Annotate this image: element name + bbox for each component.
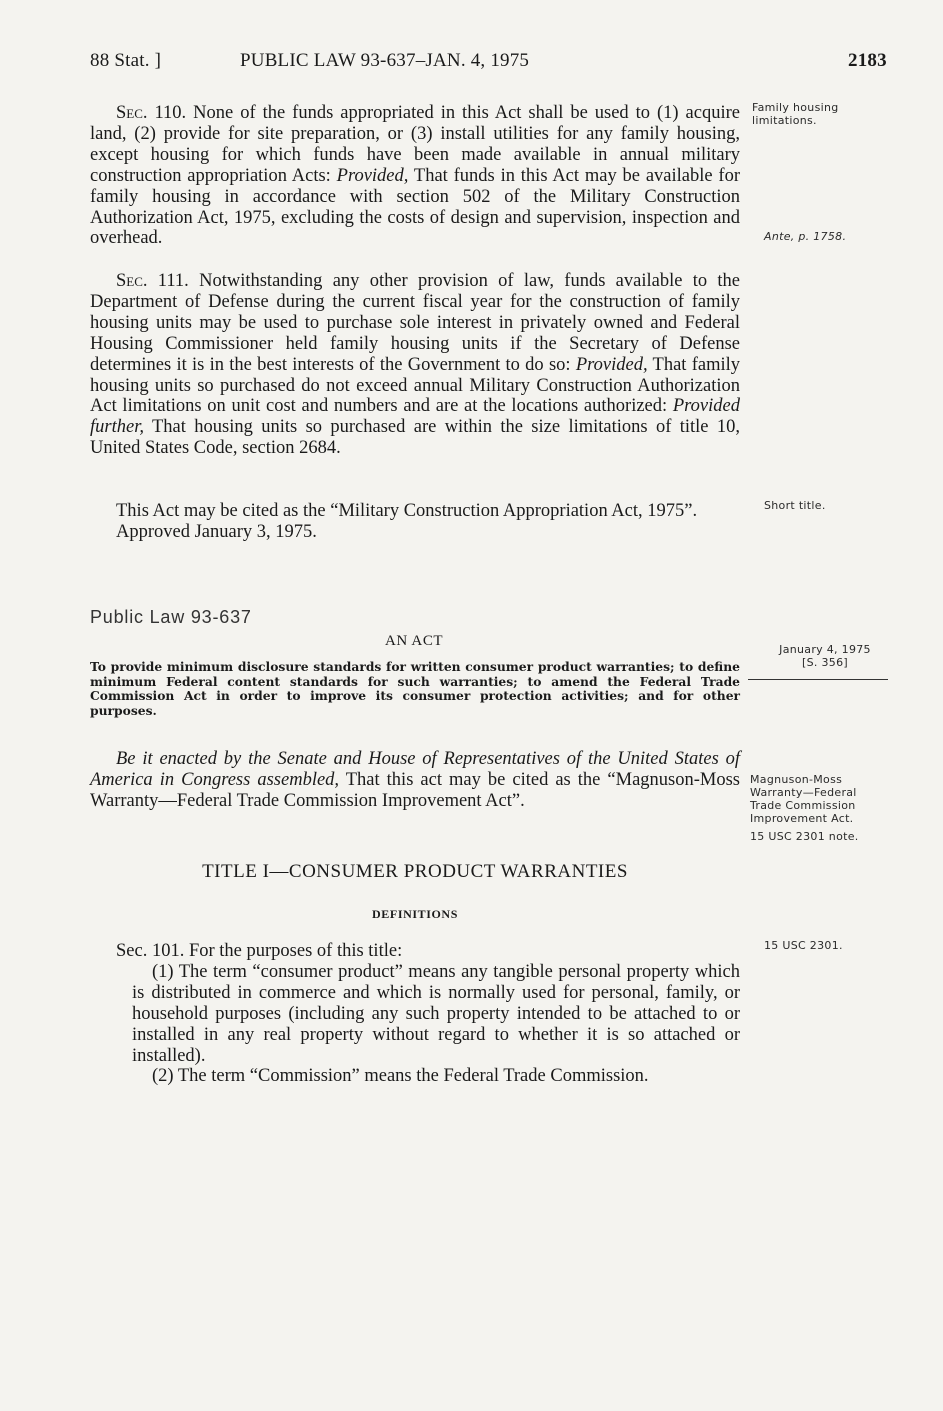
page-number: 2183 [848, 50, 887, 71]
enacting-paragraph [90, 749, 740, 812]
section-111-label: Sec. 111. [116, 271, 189, 291]
public-law-heading: Public Law 93-637 [90, 607, 252, 627]
section-110-paragraph [90, 103, 740, 249]
section-110 [90, 103, 740, 249]
enacting-italic: Be it enacted by the Senate and House of Representatives of the United States of America in Congress assembled, [90, 749, 740, 790]
section-101-intro: Sec. 101. For the purposes of this title: [116, 941, 403, 961]
margin-note-ante: Ante, p. 1758. [764, 230, 847, 243]
section-110-text-b: That funds in this Act may be available for family housing in accordance with section 502 of the Military Construction Authorization Act, 1975, excluding the costs of design and supervision, inspection and overhead. [90, 165, 740, 249]
date-rule [748, 679, 888, 680]
title-i-heading: TITLE I—CONSUMER PRODUCT WARRANTIES [202, 861, 628, 882]
enacting-rest: That this act may be cited as the “Magnuson-Moss Warranty—Federal Trade Commission Improvement Act”. [90, 769, 740, 811]
definition-item-1: (1) The term “consumer product” means any tangible personal property which is distributed in commerce and which is normally used for personal, family, or household purposes (including any such property intended to be attached to or installed in any real property without regard to whether it is so attached or installed). [132, 961, 740, 1066]
margin-note-usc-note: 15 USC 2301 note. [750, 830, 859, 843]
short-title-text: This Act may be cited as the “Military Construction Appropriation Act, 1975”. [116, 501, 698, 521]
an-act-heading: AN ACT [385, 633, 444, 649]
section-111-text-a: Notwithstanding any other provision of law, funds available to the Department of Defense during the current fiscal year for the construction of family housing units may be used to purchase sole interest in privately owned and Federal Housing Commissioner held family housing units if the Secretary of Defense determines it is in the best interests of the Government to do so: [90, 271, 740, 375]
margin-note-magnuson-moss: Magnuson-Moss Warranty—Federal Trade Commission Improvement Act. [750, 773, 857, 825]
section-111-text-b: That family housing units so purchased do not exceed annual Military Construction Authorization Act limitations on unit cost and numbers and are at the locations authorized: [90, 354, 740, 417]
section-111-provided-further: Provided further, [90, 396, 740, 438]
margin-note-bill: [S. 356] [802, 656, 848, 669]
short-title-paragraph [90, 501, 740, 543]
section-101 [90, 941, 740, 1087]
section-111 [90, 271, 740, 459]
section-111-provided: Provided, [575, 354, 648, 375]
act-summary: To provide minimum disclosure standards for written consumer product warranties; to define minimum Federal content standards for such warranties; to amend the Federal Trade Commission Act in order to improve its consumer protection activities; and for other purposes. [90, 659, 740, 718]
definition-item-2: (2) The term “Commission” means the Federal Trade Commission. [152, 1066, 649, 1087]
margin-note-short-title: Short title. [764, 499, 826, 512]
header-volume: 88 Stat. ] [90, 50, 162, 71]
section-110-label: Sec. 110. [116, 103, 187, 123]
margin-note-family-housing: Family housing limitations. [752, 101, 839, 127]
definitions-heading: DEFINITIONS [372, 907, 458, 921]
header-title: PUBLIC LAW 93-637–JAN. 4, 1975 [240, 50, 530, 71]
section-111-paragraph [90, 271, 740, 459]
section-110-provided: Provided, [336, 165, 409, 186]
section-111-text-c: That housing units so purchased are within the size limitations of title 10, United States Code, section 2684. [90, 417, 740, 459]
enacting-clause [90, 749, 740, 812]
margin-note-date: January 4, 1975 [779, 643, 871, 656]
section-110-text-a: None of the funds appropriated in this Act shall be used to (1) acquire land, (2) provide for site preparation, or (3) install utilities for any family housing, except housing for which funds have been made available in annual military construction appropriation Acts: [90, 103, 740, 186]
approved-date: Approved January 3, 1975. [116, 521, 317, 542]
margin-note-usc: 15 USC 2301. [764, 939, 843, 952]
